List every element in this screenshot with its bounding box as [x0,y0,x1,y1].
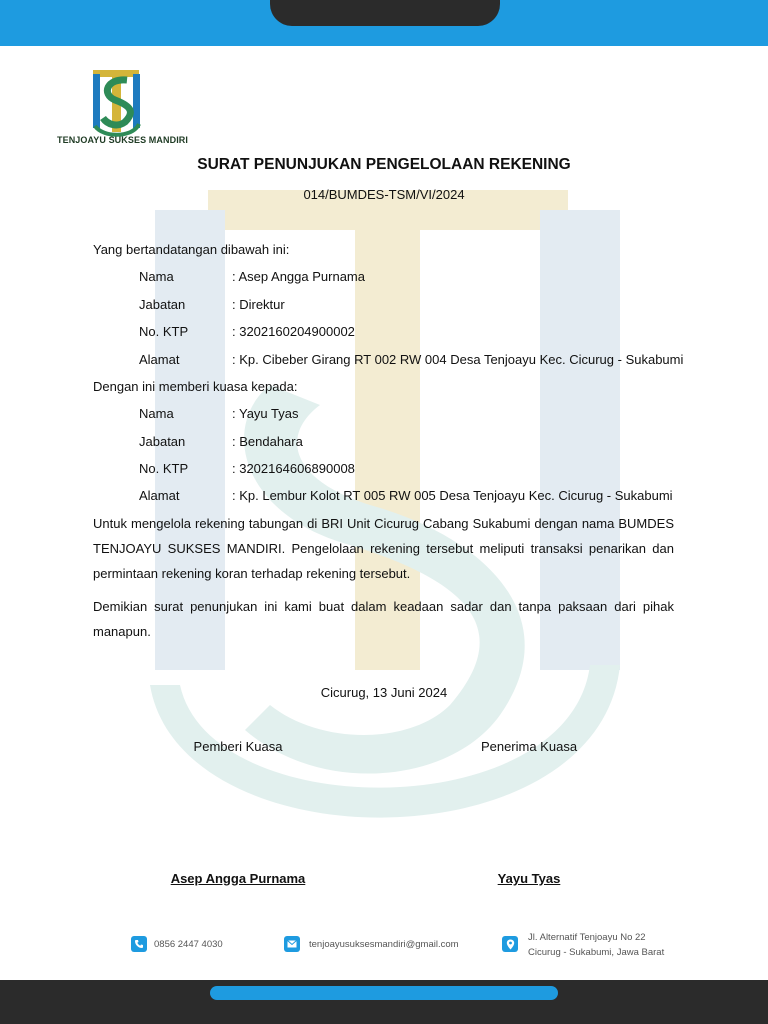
grantor-address-label: Alamat [139,352,180,367]
footer-address-line2: Cicurug - Sukabumi, Jawa Barat [528,947,665,958]
intro-text: Yang bertandatangan dibawah ini: [93,242,290,257]
signature-right-role: Penerima Kuasa [480,739,578,754]
header-tab-decoration [270,0,500,26]
document-number: 014/BUMDES-TSM/VI/2024 [303,187,465,202]
grantor-name-value: : Asep Angga Purnama [232,269,365,284]
signature-right-name: Yayu Tyas [497,871,561,886]
body-paragraph-closing: Demikian surat penunjukan ini kami buat dalam keadaan sadar dan tanpa paksaan dari pihak manapun. [93,599,674,639]
footer-phone: 0856 2447 4030 [154,939,223,950]
grantor-ktp-value: : 3202160204900002 [232,324,355,339]
grantee-position-label: Jabatan [139,434,186,449]
signature-left-name: Asep Angga Purnama [170,871,306,886]
document-title: SURAT PENUNJUKAN PENGELOLAAN REKENING [197,156,571,173]
footer-email: tenjoayusuksesmandiri@gmail.com [309,939,459,950]
company-name: TENJOAYU SUKSES MANDIRI [57,135,188,145]
signature-left-role: Pemberi Kuasa [193,739,283,754]
grantee-address-value: : Kp. Lembur Kolot RT 005 RW 005 Desa Tenjoayu Kec. Cicurug - Sukabumi [232,488,673,503]
grantor-name-label: Nama [139,269,174,284]
grantor-address-value: : Kp. Cibeber Girang RT 002 RW 004 Desa Tenjoayu Kec. Cicurug - Sukabumi [232,352,684,367]
grantor-ktp-label: No. KTP [139,324,189,339]
phone-icon [131,936,147,952]
location-pin-icon [502,936,518,952]
grantee-name-value: : Yayu Tyas [232,406,299,421]
grantee-ktp-value: : 3202164606890008 [232,461,355,476]
grantee-position-value: : Bendahara [232,434,303,449]
grantee-address-label: Alamat [139,488,180,503]
place-date: Cicurug, 13 Juni 2024 [320,685,448,700]
grant-intro-text: Dengan ini memberi kuasa kepada: [93,379,298,394]
footer-address-line1: Jl. Alternatif Tenjoayu No 22 [528,932,646,943]
grantee-ktp-label: No. KTP [139,461,189,476]
grantor-position-value: : Direktur [232,297,285,312]
grantee-name-label: Nama [139,406,174,421]
body-paragraph-purpose: Untuk mengelola rekening tabungan di BRI Unit Cicurug Cabang Sukabumi dengan nama BUMDES TENJOAYU SUKSES MANDIRI. Pengelolaan rekening tersebut meliputi transaksi penarikan dan permintaan rekening koran terhadap rekening tersebut. [93,516,674,581]
grantor-position-label: Jabatan [139,297,186,312]
mail-icon [284,936,300,952]
footer-pill-decoration [210,986,558,1000]
